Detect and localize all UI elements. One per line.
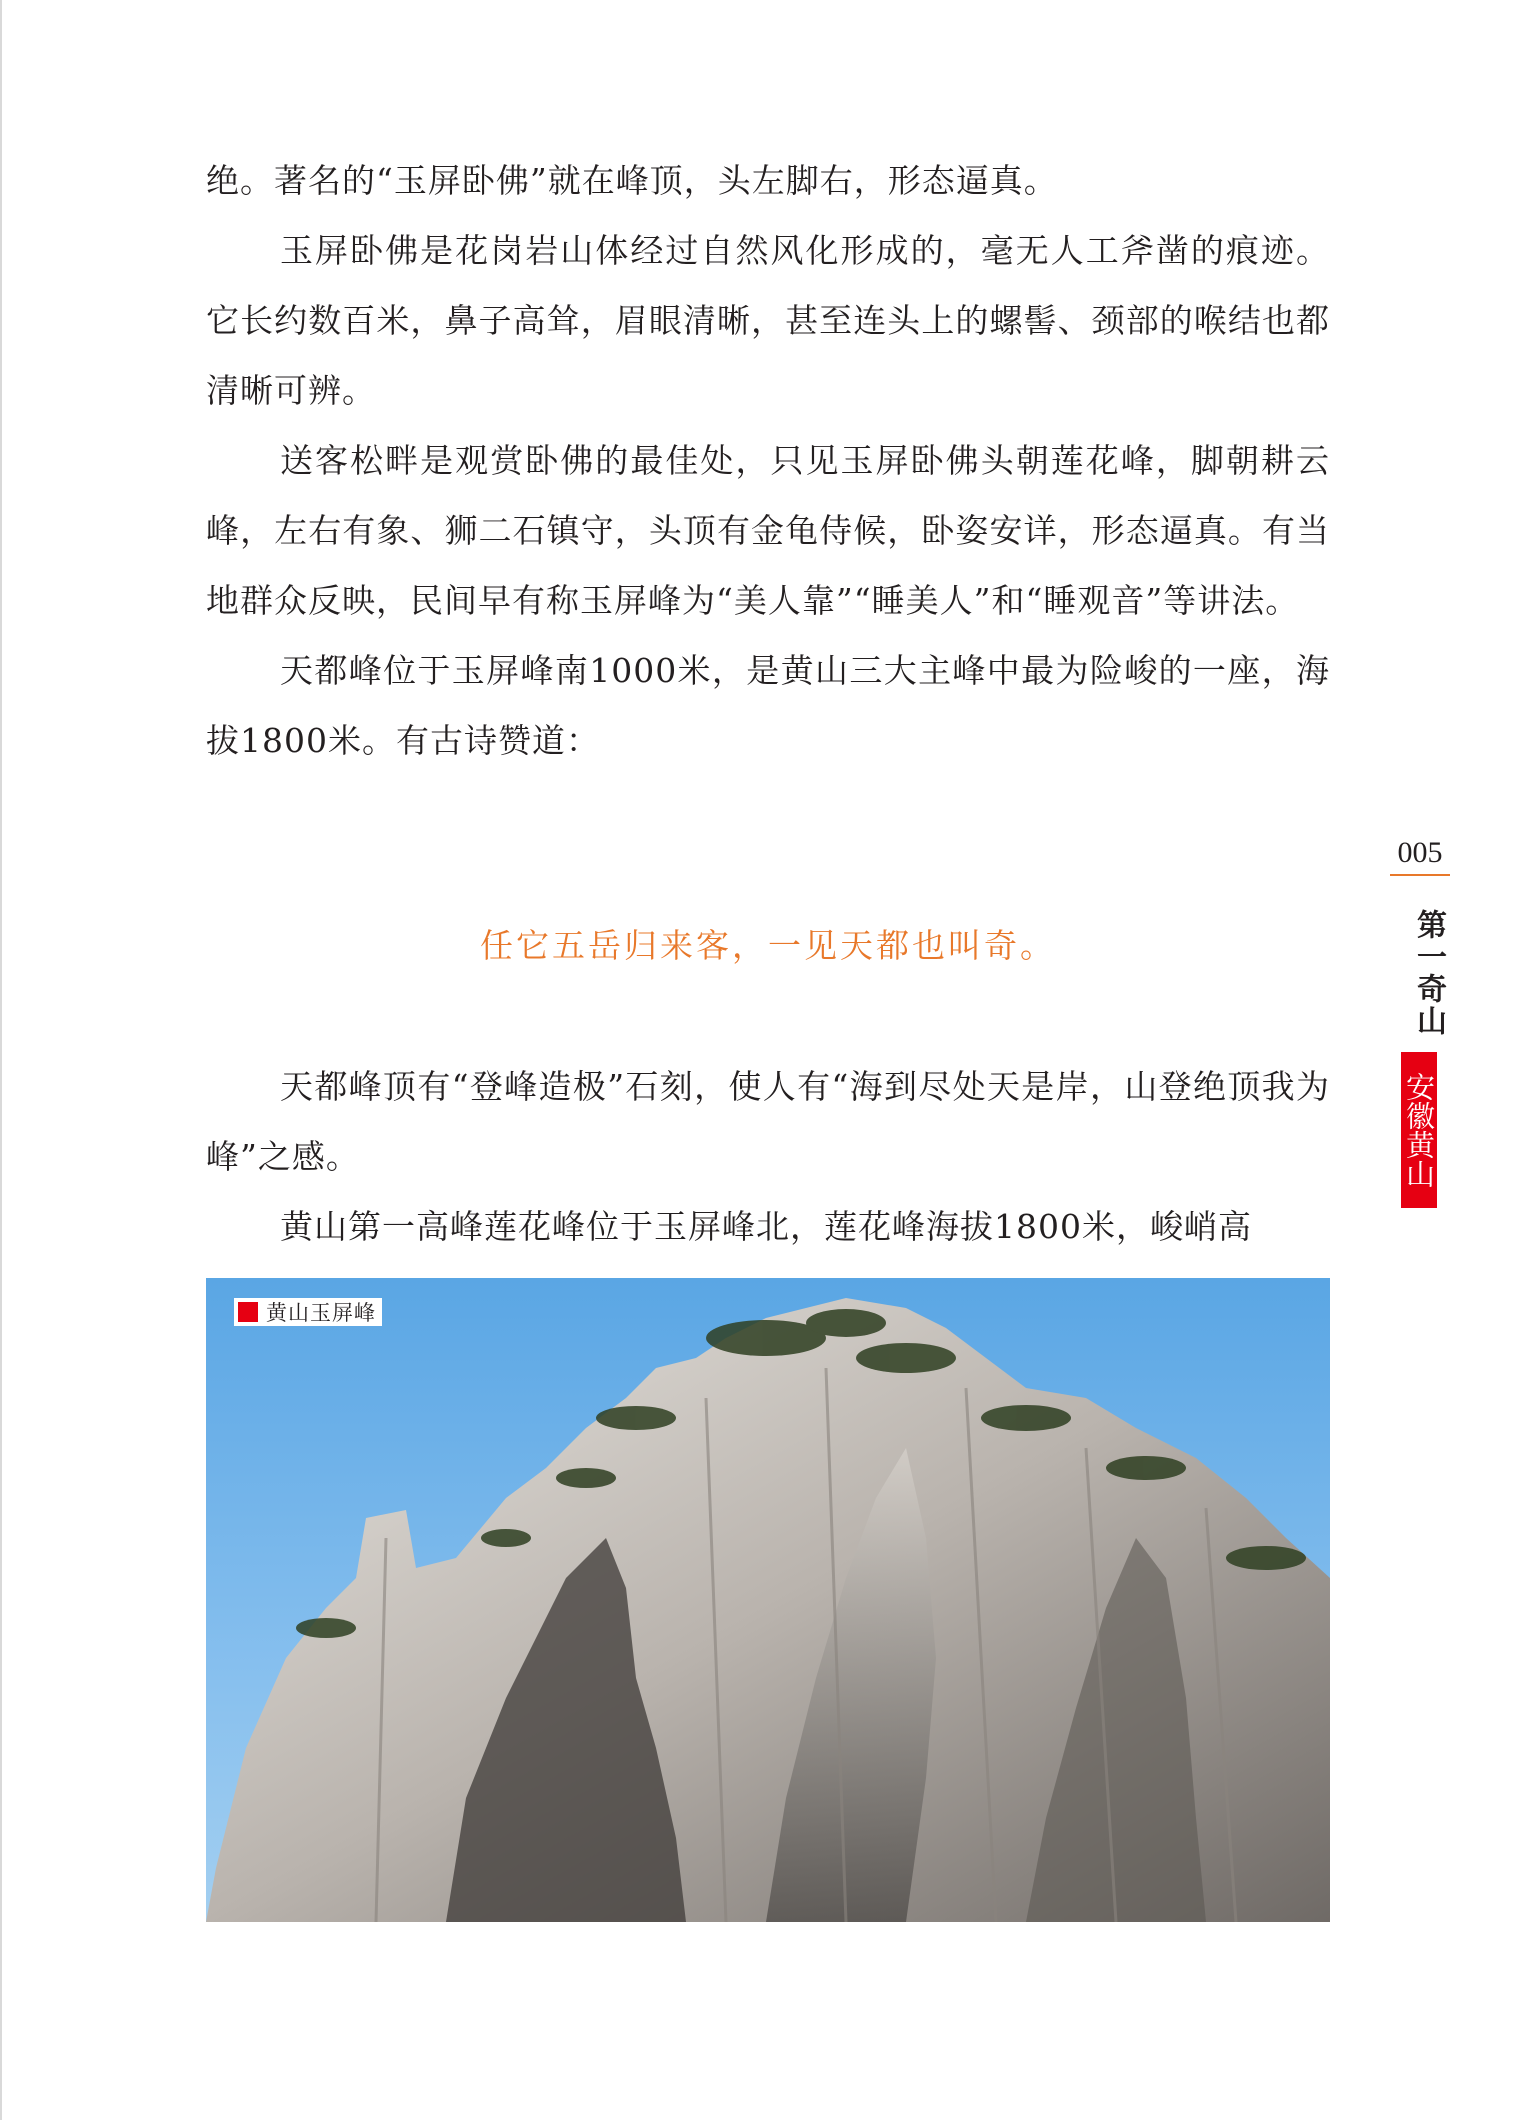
mountain-illustration <box>206 1278 1330 1922</box>
body-text-bottom <box>206 1052 1330 1262</box>
caption-text: 黄山玉屏峰 <box>266 1301 376 1325</box>
paragraph: 黄山第一高峰莲花峰位于玉屏峰北，莲花峰海拔1800米，峻峭高 <box>280 1207 1252 1246</box>
paragraph: 天都峰顶有“登峰造极”石刻，使人有“海到尽处天是岸，山登绝顶我为峰”之感。 <box>206 1067 1330 1176</box>
side-navigation <box>1390 836 1450 1062</box>
book-tag: 安徽黄山 <box>1401 1052 1437 1208</box>
page-edge-line <box>0 0 2 2120</box>
poem-quote: 任它五岳归来客，一见天都也叫奇。 <box>480 926 1056 965</box>
photo-caption <box>234 1298 382 1326</box>
paragraph: 天都峰位于玉屏峰南1000米，是黄山三大主峰中最为险峻的一座，海拔1800米。有古诗赞道： <box>206 651 1330 760</box>
paragraph: 玉屏卧佛是花岗岩山体经过自然风化形成的，毫无人工斧凿的痕迹。它长约数百米，鼻子高耸，眉眼清晰，甚至连头上的螺髻、颈部的喉结也都清晰可辨。 <box>206 231 1330 410</box>
paragraph: 送客松畔是观赏卧佛的最佳处，只见玉屏卧佛头朝莲花峰，脚朝耕云峰，左右有象、狮二石镇守，头顶有金龟侍候，卧姿安详，形态逼真。有当地群众反映，民间早有称玉屏峰为“美人靠”“睡美人”和“睡观音”等讲法。 <box>206 441 1330 620</box>
mountain-photo <box>206 1278 1330 1922</box>
page-number: 005 <box>1390 836 1450 876</box>
body-text-top <box>206 146 1330 776</box>
paragraph: 绝。著名的“玉屏卧佛”就在峰顶，头左脚右，形态逼真。 <box>206 161 1058 200</box>
chapter-title: 第一奇山 <box>1411 909 1446 1037</box>
caption-marker <box>238 1302 258 1322</box>
